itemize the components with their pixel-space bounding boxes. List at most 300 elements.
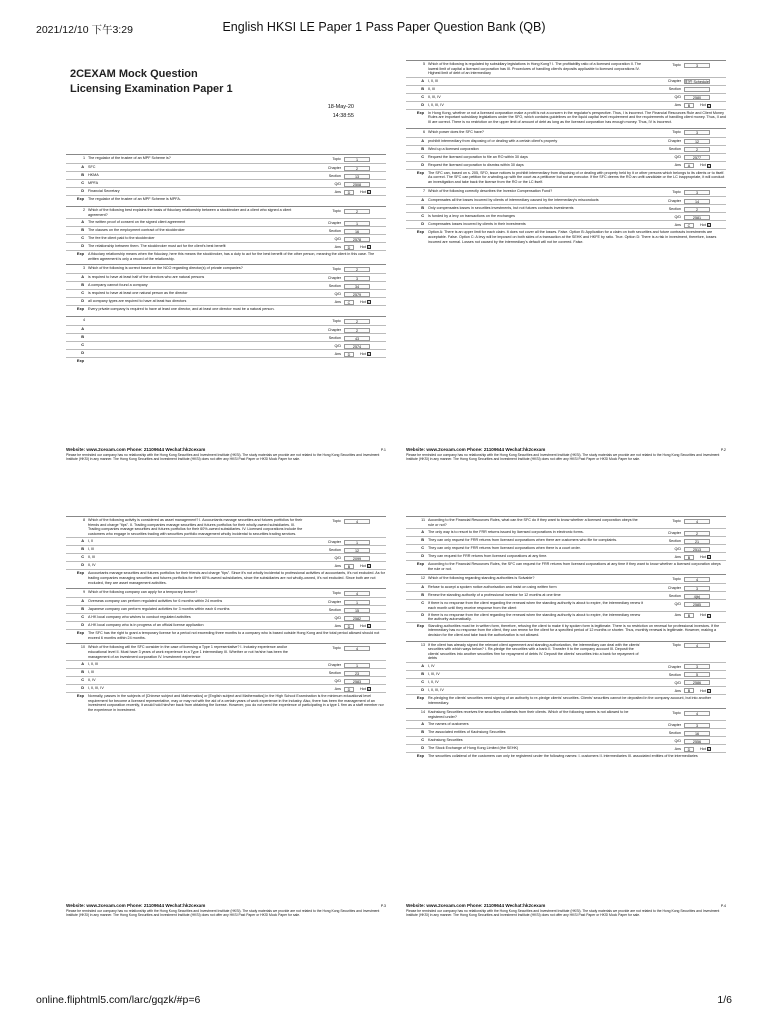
option-text: The names of customers — [428, 722, 469, 727]
option-meta — [646, 746, 726, 752]
option-meta — [306, 244, 386, 250]
chapter-row — [646, 139, 726, 145]
option-meta — [646, 147, 726, 153]
option-letter: A — [81, 538, 84, 544]
qid-value: 2586 — [684, 680, 710, 685]
chapter-label: Chapter — [667, 722, 681, 727]
question-block — [406, 187, 726, 244]
option-letter: D — [81, 243, 84, 249]
qid-label: Q/D — [334, 678, 341, 683]
explanation-row — [406, 694, 726, 705]
exam-time: 14:38:55 — [332, 113, 354, 119]
topic-label: Topic — [672, 130, 681, 135]
answer-label: Ans — [334, 352, 341, 357]
section-row — [306, 670, 386, 676]
hot-label: Hot — [700, 103, 706, 108]
option-text: Only compensates losses in securities investments, but not futures contracts investments — [428, 206, 574, 211]
question-number: 6 — [422, 129, 425, 134]
option-meta — [646, 730, 726, 736]
hot-checkbox[interactable]: ☑ — [367, 624, 371, 629]
qid-value: 2508 — [344, 182, 370, 187]
chapter-row — [306, 539, 386, 545]
option-letter: C — [421, 545, 424, 551]
question-header — [66, 264, 386, 272]
answer-value: B — [344, 564, 354, 569]
answer-field — [306, 686, 386, 692]
section-label: Section — [328, 228, 341, 233]
answer-label: Ans — [334, 686, 341, 691]
hot-checkbox[interactable]: ☑ — [367, 245, 371, 250]
qid-label: Q/D — [334, 236, 341, 241]
option-row-a — [406, 662, 726, 670]
qid-row — [646, 738, 726, 744]
hot-checkbox[interactable]: ☑ — [707, 688, 711, 693]
option-row-c — [406, 93, 726, 101]
option-letter: C — [81, 342, 84, 348]
option-meta — [646, 214, 726, 220]
section-value: 34 — [344, 284, 370, 289]
answer-label: Ans — [334, 244, 341, 249]
option-row-b — [66, 281, 386, 289]
option-row-a — [66, 218, 386, 226]
question-text: Which of the following regarding standing authorities is Solvable? — [428, 576, 535, 581]
question-meta — [306, 318, 386, 324]
question-header — [66, 206, 386, 217]
option-meta — [646, 222, 726, 228]
answer-value: D — [684, 747, 694, 752]
option-row-a — [66, 660, 386, 668]
section-row — [646, 538, 726, 544]
option-meta — [646, 546, 726, 552]
explanation-label: Exp — [76, 693, 84, 699]
section-row — [306, 228, 386, 234]
hot-checkbox[interactable]: ☑ — [707, 613, 711, 618]
option-letter: D — [81, 622, 84, 628]
options-list — [66, 218, 386, 250]
option-text: I, III — [88, 670, 95, 675]
qid-value: 2574 — [344, 344, 370, 349]
option-letter: A — [81, 661, 84, 667]
option-letter: B — [421, 85, 424, 91]
option-meta — [646, 198, 726, 204]
option-meta — [306, 228, 386, 234]
hot-checkbox[interactable]: ☑ — [367, 687, 371, 692]
option-text: Refuse to accept a spoken notice authorisation and insist on using written form — [428, 585, 557, 590]
option-letter: C — [421, 153, 424, 159]
topic-value: 4 — [684, 643, 710, 648]
question-text: Which of the following is correct based on the NCO regarding director(s) of private companies? — [88, 266, 243, 271]
option-text: MPFA — [88, 181, 99, 185]
footer-disclaimer: Please be reminded our company has no relationship with the Hong Kong Securities and Investment Institute (HKSI). The study materials we provide are not related to the Hong Kong Securities and Investment Institute (HKSI) in any manner. The Hong Kong Securities and Investment Institute (HKSI) does not offer any HKSI Past Paper or HKSI Mock Paper for sale. — [406, 453, 720, 461]
option-row-d — [406, 552, 726, 560]
option-letter: A — [81, 274, 84, 280]
chapter-label: Chapter — [667, 664, 681, 669]
topic-value: 4 — [684, 519, 710, 524]
option-text: Is funded by a levy on transactions on the exchanges — [428, 214, 515, 219]
option-text: all company types are required to have at least two directors — [88, 299, 187, 304]
explanation-label: Exp — [416, 622, 424, 628]
option-letter: D — [421, 101, 424, 107]
qid-label: Q/D — [334, 181, 341, 186]
option-letter: B — [81, 669, 84, 675]
option-letter: A — [421, 197, 424, 203]
answer-field — [306, 351, 386, 357]
question-number: 4 — [82, 318, 85, 323]
topic-row — [646, 62, 726, 68]
option-row-c — [66, 553, 386, 561]
qid-row — [306, 236, 386, 242]
answer-value: B — [684, 103, 694, 108]
question-meta — [306, 590, 386, 596]
option-text: I, II, III — [88, 662, 99, 667]
qid-label: Q/D — [674, 95, 681, 100]
question-meta — [646, 518, 726, 527]
explanation-text: The SFC has the right to grant a temporary license for a period not exceeding three months to a company who is based outside Hong Kong and the total period allowed should not exceed 6 months within 24 months. — [88, 631, 380, 640]
topic-value: 3 — [684, 190, 710, 195]
option-row-c — [406, 544, 726, 552]
option-meta — [306, 555, 386, 561]
section-row — [646, 593, 726, 599]
section-label: Section — [668, 538, 681, 543]
hot-checkbox[interactable]: ☑ — [707, 555, 711, 560]
chapter-label: Chapter — [327, 276, 341, 281]
explanation-label: Exp — [416, 229, 424, 235]
option-letter: C — [81, 180, 84, 185]
explanation-label: Exp — [416, 561, 424, 567]
option-letter: C — [81, 554, 84, 560]
option-row-c — [66, 179, 386, 187]
topic-value: 2 — [344, 267, 370, 272]
chapter-value: 3 — [344, 276, 370, 281]
option-text: I, IV — [428, 663, 435, 668]
answer-value: C — [344, 300, 354, 305]
qid-row — [646, 680, 726, 686]
option-meta — [646, 95, 726, 101]
option-text: A HK local company who wishes to conduct regulated activities — [88, 615, 191, 620]
question-number: 2 — [82, 208, 85, 212]
qid-row — [646, 155, 726, 161]
page-indicator: 1/6 — [717, 994, 732, 1006]
option-letter: B — [421, 729, 424, 735]
options-list — [66, 537, 386, 569]
option-letter: B — [81, 334, 84, 340]
hot-checkbox[interactable]: ☑ — [707, 223, 711, 228]
option-row-d — [66, 561, 386, 569]
answer-value: B — [684, 688, 694, 693]
answer-field — [646, 688, 726, 694]
option-meta — [306, 615, 386, 621]
option-row-c — [66, 341, 386, 349]
option-row-a — [406, 77, 726, 85]
qid-label: Q/D — [674, 602, 681, 607]
explanation-row — [66, 250, 386, 261]
question-meta — [306, 518, 386, 536]
option-row-d — [406, 161, 726, 169]
option-row-b — [66, 605, 386, 613]
option-letter: B — [81, 282, 84, 288]
option-meta — [646, 593, 726, 599]
option-text: Compensates losses incurred by clients in their investments — [428, 222, 526, 227]
section-value: 5 — [684, 672, 710, 677]
option-text: II, IV — [88, 678, 96, 683]
chapter-label: Chapter — [667, 530, 681, 535]
option-row-d — [406, 101, 726, 109]
hot-label: Hot — [700, 554, 706, 559]
question-meta — [646, 576, 726, 582]
section-label: Section — [668, 672, 681, 677]
section-value: 21 — [684, 539, 710, 544]
option-meta — [306, 686, 386, 692]
option-meta — [646, 688, 726, 694]
qid-row — [306, 181, 386, 187]
explanation-text: The SFC can, based on s. 205, SFO, issue notices to prohibit intermediary from disposing of or dealing with property held by it or other persons which belongs to its clients or to itself. As correct. The SFC can petition for a winding-up with the court as a petitioner but not an executor. If the SFC deems the RO an unfit candidate or the LC inappropriate, it will conduct an investigation and take back the license from the RO or the LC itself. — [428, 170, 725, 184]
explanation-label: Exp — [76, 358, 84, 364]
explanation-text: Option A: There is an upper limit for each claim. It does not cover all the losses. False. Option B: Application for a claim on both securities and future contracts investments are acceptable. False. Option C: A levy will be imposed on both sides of a transaction at the SEHK and HKFE by ratio. True. Option D: There is a risk in investment, therefore, losses incurred are normal. Losses not caused by the intermediary's default will not be covered. False. — [428, 230, 717, 244]
option-meta — [306, 599, 386, 605]
qid-row — [646, 214, 726, 220]
qid-label: Q/D — [674, 680, 681, 685]
hot-checkbox[interactable]: ☑ — [707, 747, 711, 752]
option-meta — [646, 155, 726, 161]
option-letter: C — [81, 290, 84, 296]
sheet-content — [66, 60, 386, 368]
page-url[interactable]: online.fliphtml5.com/larc/gqzk/#p=6 — [36, 994, 201, 1006]
option-meta — [646, 103, 726, 109]
qid-value: 2579 — [344, 292, 370, 297]
answer-label: Ans — [334, 189, 341, 194]
topic-label: Topic — [332, 518, 341, 523]
answer-value: B — [684, 555, 694, 560]
section-label: Section — [328, 670, 341, 675]
options-list — [406, 720, 726, 752]
explanation-text: The securities collateral of the customers can only be registered under the following names: I. customers II. intermediaries III. associated entities of the intermediaries — [428, 754, 698, 759]
option-text: I, II, III, IV — [88, 686, 104, 691]
option-row-d — [66, 684, 386, 692]
option-letter: C — [421, 213, 424, 219]
option-meta — [646, 680, 726, 686]
option-meta — [646, 613, 726, 619]
option-row-c — [406, 599, 726, 610]
chapter-label: Chapter — [327, 328, 341, 333]
option-text: Request the licensed corporation to dismiss within 30 days — [428, 162, 524, 167]
chapter-row — [646, 198, 726, 204]
topic-row — [306, 266, 386, 272]
question-block — [66, 643, 386, 712]
hot-label: Hot — [700, 613, 706, 618]
topic-value: 4 — [344, 646, 370, 651]
option-meta — [306, 173, 386, 179]
option-letter: C — [421, 678, 424, 684]
explanation-text: Normally, passes in the subjects of [Chinese subject and Mathematics] or [English subject and Mathematics] in the High School Examination is the minimum educational level requirement for become a licensed representative, may or may not with the aid of a certain years of work experience in the industry. Also, there has been the management of an investment corporation recently, it would hold him/her back from obtaining the license. However, you do not need the experience of participating in a type 1 firm as a staff member nor the experience in investment. — [88, 694, 384, 712]
hot-checkbox[interactable]: ☑ — [707, 103, 711, 108]
chapter-row — [306, 662, 386, 668]
question-header — [66, 516, 386, 536]
option-row-b — [406, 536, 726, 544]
options-list — [66, 273, 386, 305]
topic-value: 3 — [684, 63, 710, 68]
explanation-text: The regulator of the trustee of an MPF Scheme is MPFA. — [88, 197, 181, 201]
chapter-value: 附件 Schedule — [685, 80, 709, 85]
option-meta — [646, 79, 726, 85]
qid-value: 2577 — [684, 155, 710, 160]
option-meta — [646, 139, 726, 145]
option-text: I, III — [88, 547, 95, 552]
qid-value: 2578 — [344, 237, 370, 242]
question-text: The regulator of the trustee of an MPF Scheme is? — [88, 156, 171, 160]
question-header — [406, 60, 726, 76]
qid-label: Q/D — [674, 215, 681, 220]
answer-label: Ans — [674, 554, 681, 559]
option-meta — [306, 299, 386, 305]
options-list — [66, 660, 386, 692]
explanation-label: Exp — [76, 630, 84, 636]
chapter-value: 2 — [684, 531, 710, 536]
option-text: I, II, III, IV — [428, 102, 444, 107]
explanation-row — [66, 692, 386, 712]
option-letter: D — [81, 350, 84, 356]
question-meta — [306, 208, 386, 217]
chapter-label: Chapter — [327, 599, 341, 604]
answer-field — [306, 299, 386, 305]
option-letter: C — [421, 600, 424, 606]
question-text: Which of the following correctly describes the Investor Compensation Fund? — [428, 189, 553, 194]
option-row-a — [406, 137, 726, 145]
option-letter: B — [421, 537, 424, 543]
option-meta — [306, 220, 386, 226]
sheet-content — [406, 516, 726, 763]
topic-label: Topic — [332, 156, 341, 161]
qid-value: 2581 — [684, 215, 710, 220]
hot-checkbox[interactable]: ☑ — [367, 352, 371, 357]
explanation-row — [66, 195, 386, 203]
chapter-label: Chapter — [667, 586, 681, 591]
section-label: Section — [328, 284, 341, 289]
option-letter: D — [421, 161, 424, 167]
option-text: II, IV — [88, 563, 96, 568]
option-letter: B — [421, 670, 424, 676]
chapter-label: Chapter — [327, 220, 341, 225]
option-text: II, III, IV — [428, 94, 441, 99]
qid-label: Q/D — [674, 738, 681, 743]
question-meta — [646, 189, 726, 195]
hot-checkbox[interactable]: ☑ — [367, 190, 371, 194]
section-label: Section — [668, 147, 681, 152]
option-row-a — [406, 583, 726, 591]
question-text: Which of the following company can apply for a temporary licence? — [88, 590, 198, 595]
chapter-value: 3 — [684, 586, 710, 591]
qid-value: 2583 — [344, 679, 370, 684]
option-letter: A — [81, 326, 84, 332]
options-list — [66, 325, 386, 357]
option-text: A company cannot found a company — [88, 283, 148, 288]
section-label: Section — [328, 336, 341, 341]
option-text: Kaohsiung Securities — [428, 738, 463, 743]
topic-row — [306, 590, 386, 596]
chapter-value: 3 — [684, 664, 710, 669]
chapter-value: 2 — [344, 166, 370, 171]
section-value: 23 — [344, 671, 370, 676]
qid-value: 2513 — [684, 547, 710, 552]
qid-value: 2582 — [344, 616, 370, 621]
footer-contact: Website: www.2cexam.com Phone: 21109644 Wechat:hk2cexam — [66, 903, 206, 908]
footer-page-number: P.2 — [720, 448, 726, 452]
option-letter: B — [81, 606, 84, 612]
question-block — [406, 128, 726, 185]
answer-field — [306, 623, 386, 629]
topic-row — [306, 208, 386, 214]
option-text: I, II, IV — [428, 679, 439, 684]
question-header — [66, 316, 386, 324]
option-meta — [306, 283, 386, 289]
qid-row — [306, 343, 386, 349]
explanation-row — [66, 629, 386, 640]
hot-label: Hot — [360, 564, 366, 569]
answer-label: Ans — [674, 103, 681, 108]
question-number: 5 — [422, 62, 425, 66]
options-list — [406, 137, 726, 169]
option-letter: D — [81, 685, 84, 691]
option-text: The written proof of consent on the signed client agreement — [88, 220, 186, 225]
topic-row — [646, 576, 726, 582]
answer-field — [646, 554, 726, 560]
option-row-a — [66, 163, 386, 171]
chapter-row — [306, 327, 386, 333]
chapter-value: 1 — [344, 663, 370, 668]
option-row-a — [406, 528, 726, 536]
explanation-label: Exp — [416, 694, 424, 700]
option-meta — [306, 335, 386, 341]
chapter-row — [306, 165, 386, 171]
chapter-value: 14 — [684, 199, 710, 204]
hot-checkbox[interactable]: ☑ — [367, 300, 371, 305]
explanation-text: Re-pledging the clients' securities need signing of an authority to re-pledge clients' securities. Clients' securities cannot be deposited in the company account, but into another intermediary. — [428, 695, 712, 705]
option-meta — [646, 664, 726, 670]
chapter-label: Chapter — [667, 79, 681, 84]
answer-field — [646, 746, 726, 752]
answer-label: Ans — [334, 300, 341, 305]
option-letter: C — [421, 93, 424, 99]
topic-label: Topic — [332, 267, 341, 272]
question-header — [406, 641, 726, 661]
hot-checkbox[interactable]: ☑ — [367, 564, 371, 569]
option-text: A HK local company who is in progress of an official license application — [88, 623, 204, 628]
option-row-b — [406, 145, 726, 153]
explanation-row — [66, 357, 386, 365]
option-text: is required to have at least half of the directors who are natural persons — [88, 275, 205, 280]
option-letter: C — [421, 737, 424, 743]
option-row-a — [406, 720, 726, 728]
qid-row — [306, 678, 386, 684]
options-list — [406, 662, 726, 694]
option-row-c — [406, 212, 726, 220]
question-number: 7 — [422, 189, 425, 194]
hot-checkbox[interactable]: ☑ — [707, 163, 711, 168]
option-text: Japanese company can perform regulated activities for 3 months within each 6 months — [88, 607, 230, 612]
option-meta — [306, 236, 386, 242]
chapter-row — [646, 79, 726, 85]
question-header — [406, 708, 726, 719]
option-letter: A — [421, 662, 424, 668]
option-letter: A — [81, 164, 84, 169]
topic-value: 4 — [344, 519, 370, 524]
answer-label: Ans — [334, 623, 341, 628]
footer-contact-line — [406, 448, 726, 452]
question-text: Which of the following is regulated by subsidiary legislations in Hong Kong? I. The profitability ratio of a licensed corporation II. The lowest limit of capital a licensed corporation has III. Procedures of handling client's deposits applicable to licensed corporations IV. Highest limit of debt of an intermediary — [428, 62, 642, 76]
explanation-label: Exp — [416, 169, 424, 175]
option-meta — [646, 206, 726, 212]
option-letter: A — [421, 584, 424, 590]
option-meta — [306, 670, 386, 676]
